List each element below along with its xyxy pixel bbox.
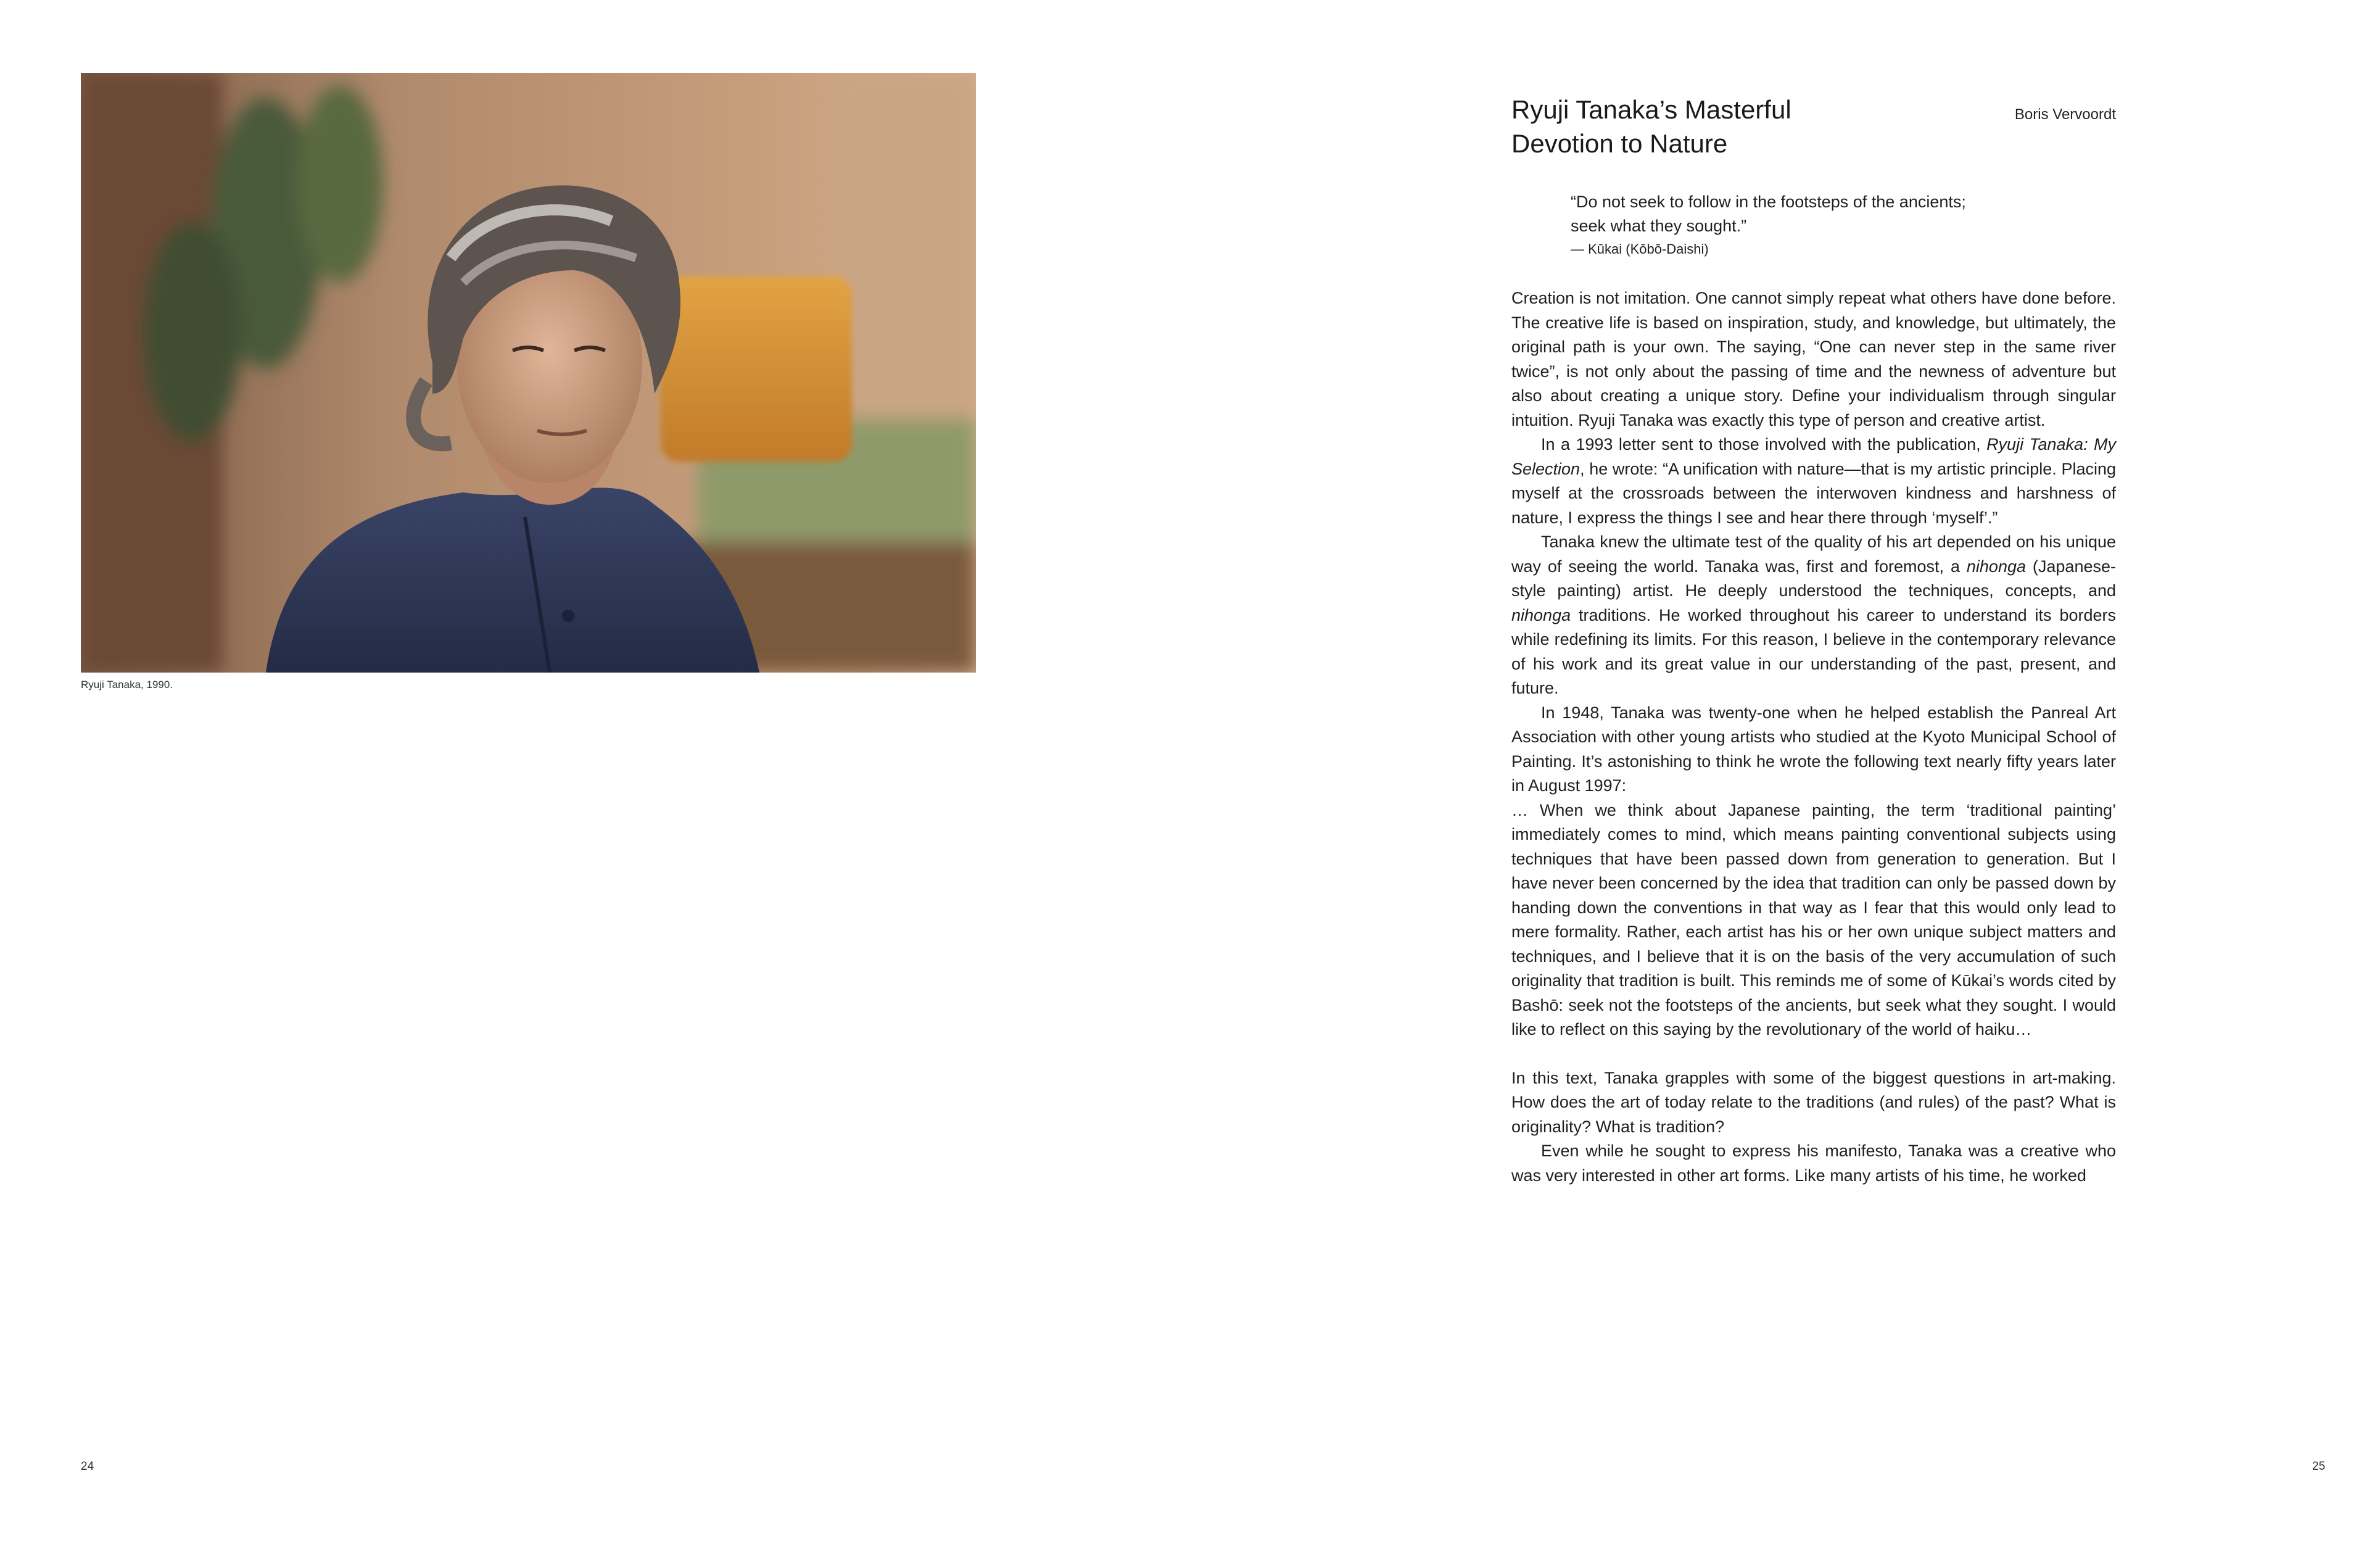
paragraph-1: Creation is not imitation. One cannot simply repeat what others have done before. The creative life is based on inspiration, study, and knowledge, but ultimately, the original path is your own. The saying, “One can never step in the same river twice”, is not only about the passing of time and the newness of adventure but also about creating a unique story. Define your individualism through singular intuition. Ryuji Tanaka was exactly this type of person and creative artist. <box>1511 289 2116 429</box>
paragraph-4: In 1948, Tanaka was twenty-one when he helped establish the Panreal Art Association with other young artists who studied at the Kyoto Municipal School of Painting. It’s astonishing to think he wrote the following text nearly fifty years later in August 1997: <box>1511 703 2116 795</box>
paragraph-2: In a 1993 letter sent to those involved with the publication, Ryuji Tanaka: My Selection, he wrote: “A unification with nature—that is my artistic principle. Placing myself at the crossroads between the interwoven kindness and harshness of nature, I express the things I see and hear there through ‘myself’.” <box>1511 435 2116 527</box>
spacer <box>1511 1042 2116 1066</box>
portrait-illustration <box>81 73 976 673</box>
epigraph-source: — Kūkai (Kōbō-Daishi) <box>1571 241 1709 257</box>
paragraph-3: Tanaka knew the ultimate test of the quality of his art depended on his unique way of seeing the world. Tanaka was, first and foremost, a nihonga (Japanese-style painting) artist. He deeply understood the techniques, concepts, and nihonga traditions. He worked throughout his career to understand its borders while redefining its limits. For this reason, I believe in the contemporary relevance of his work and its great value in our understanding of the past, present, and future. <box>1511 533 2116 697</box>
epigraph-line-2: seek what they sought.” <box>1571 217 1747 235</box>
page-number-left: 24 <box>81 1460 94 1473</box>
portrait-photo <box>81 73 976 673</box>
title-line-1: Ryuji Tanaka’s Masterful <box>1511 95 1791 124</box>
paragraph-5: In this text, Tanaka grapples with some of the biggest questions in art-making. How does the art of today relate to the traditions (and rules) of the past? What is originality? What is tradition? <box>1511 1068 2116 1136</box>
author-name: Boris Vervoordt <box>2014 106 2116 123</box>
epigraph-line-1: “Do not seek to follow in the footsteps of the ancients; <box>1571 193 1966 211</box>
title-line-2: Devotion to Nature <box>1511 129 1728 158</box>
page-number-right: 25 <box>2312 1460 2326 1473</box>
article-body <box>1511 286 2116 1188</box>
article-title <box>1511 93 1832 160</box>
photo-caption: Ryuji Tanaka, 1990. <box>81 679 173 690</box>
block-quote: … When we think about Japanese painting, the term ‘traditional painting’ immediately comes to mind, which means painting conventional subjects using techniques that have been passed down from generation to generation. But I have never been concerned by the idea that tradition can only be passed down by handing down the conventions in that way as I fear that this would only lead to mere formality. Rather, each artist has his or her own unique subject matters and techniques, and I believe that it is on the basis of the very accumulation of such originality that tradition is built. This reminds me of some of Kūkai’s words cited by Bashō: seek not the footsteps of the ancients, but seek what they sought. I would like to reflect on this saying by the revolutionary of the world of haiku… <box>1511 800 2116 1038</box>
paragraph-6: Even while he sought to express his manifesto, Tanaka was a creative who was very interested in other art forms. Like many artists of his time, he worked <box>1511 1142 2116 1185</box>
epigraph <box>1571 190 2116 260</box>
article-column <box>1511 93 2116 1188</box>
